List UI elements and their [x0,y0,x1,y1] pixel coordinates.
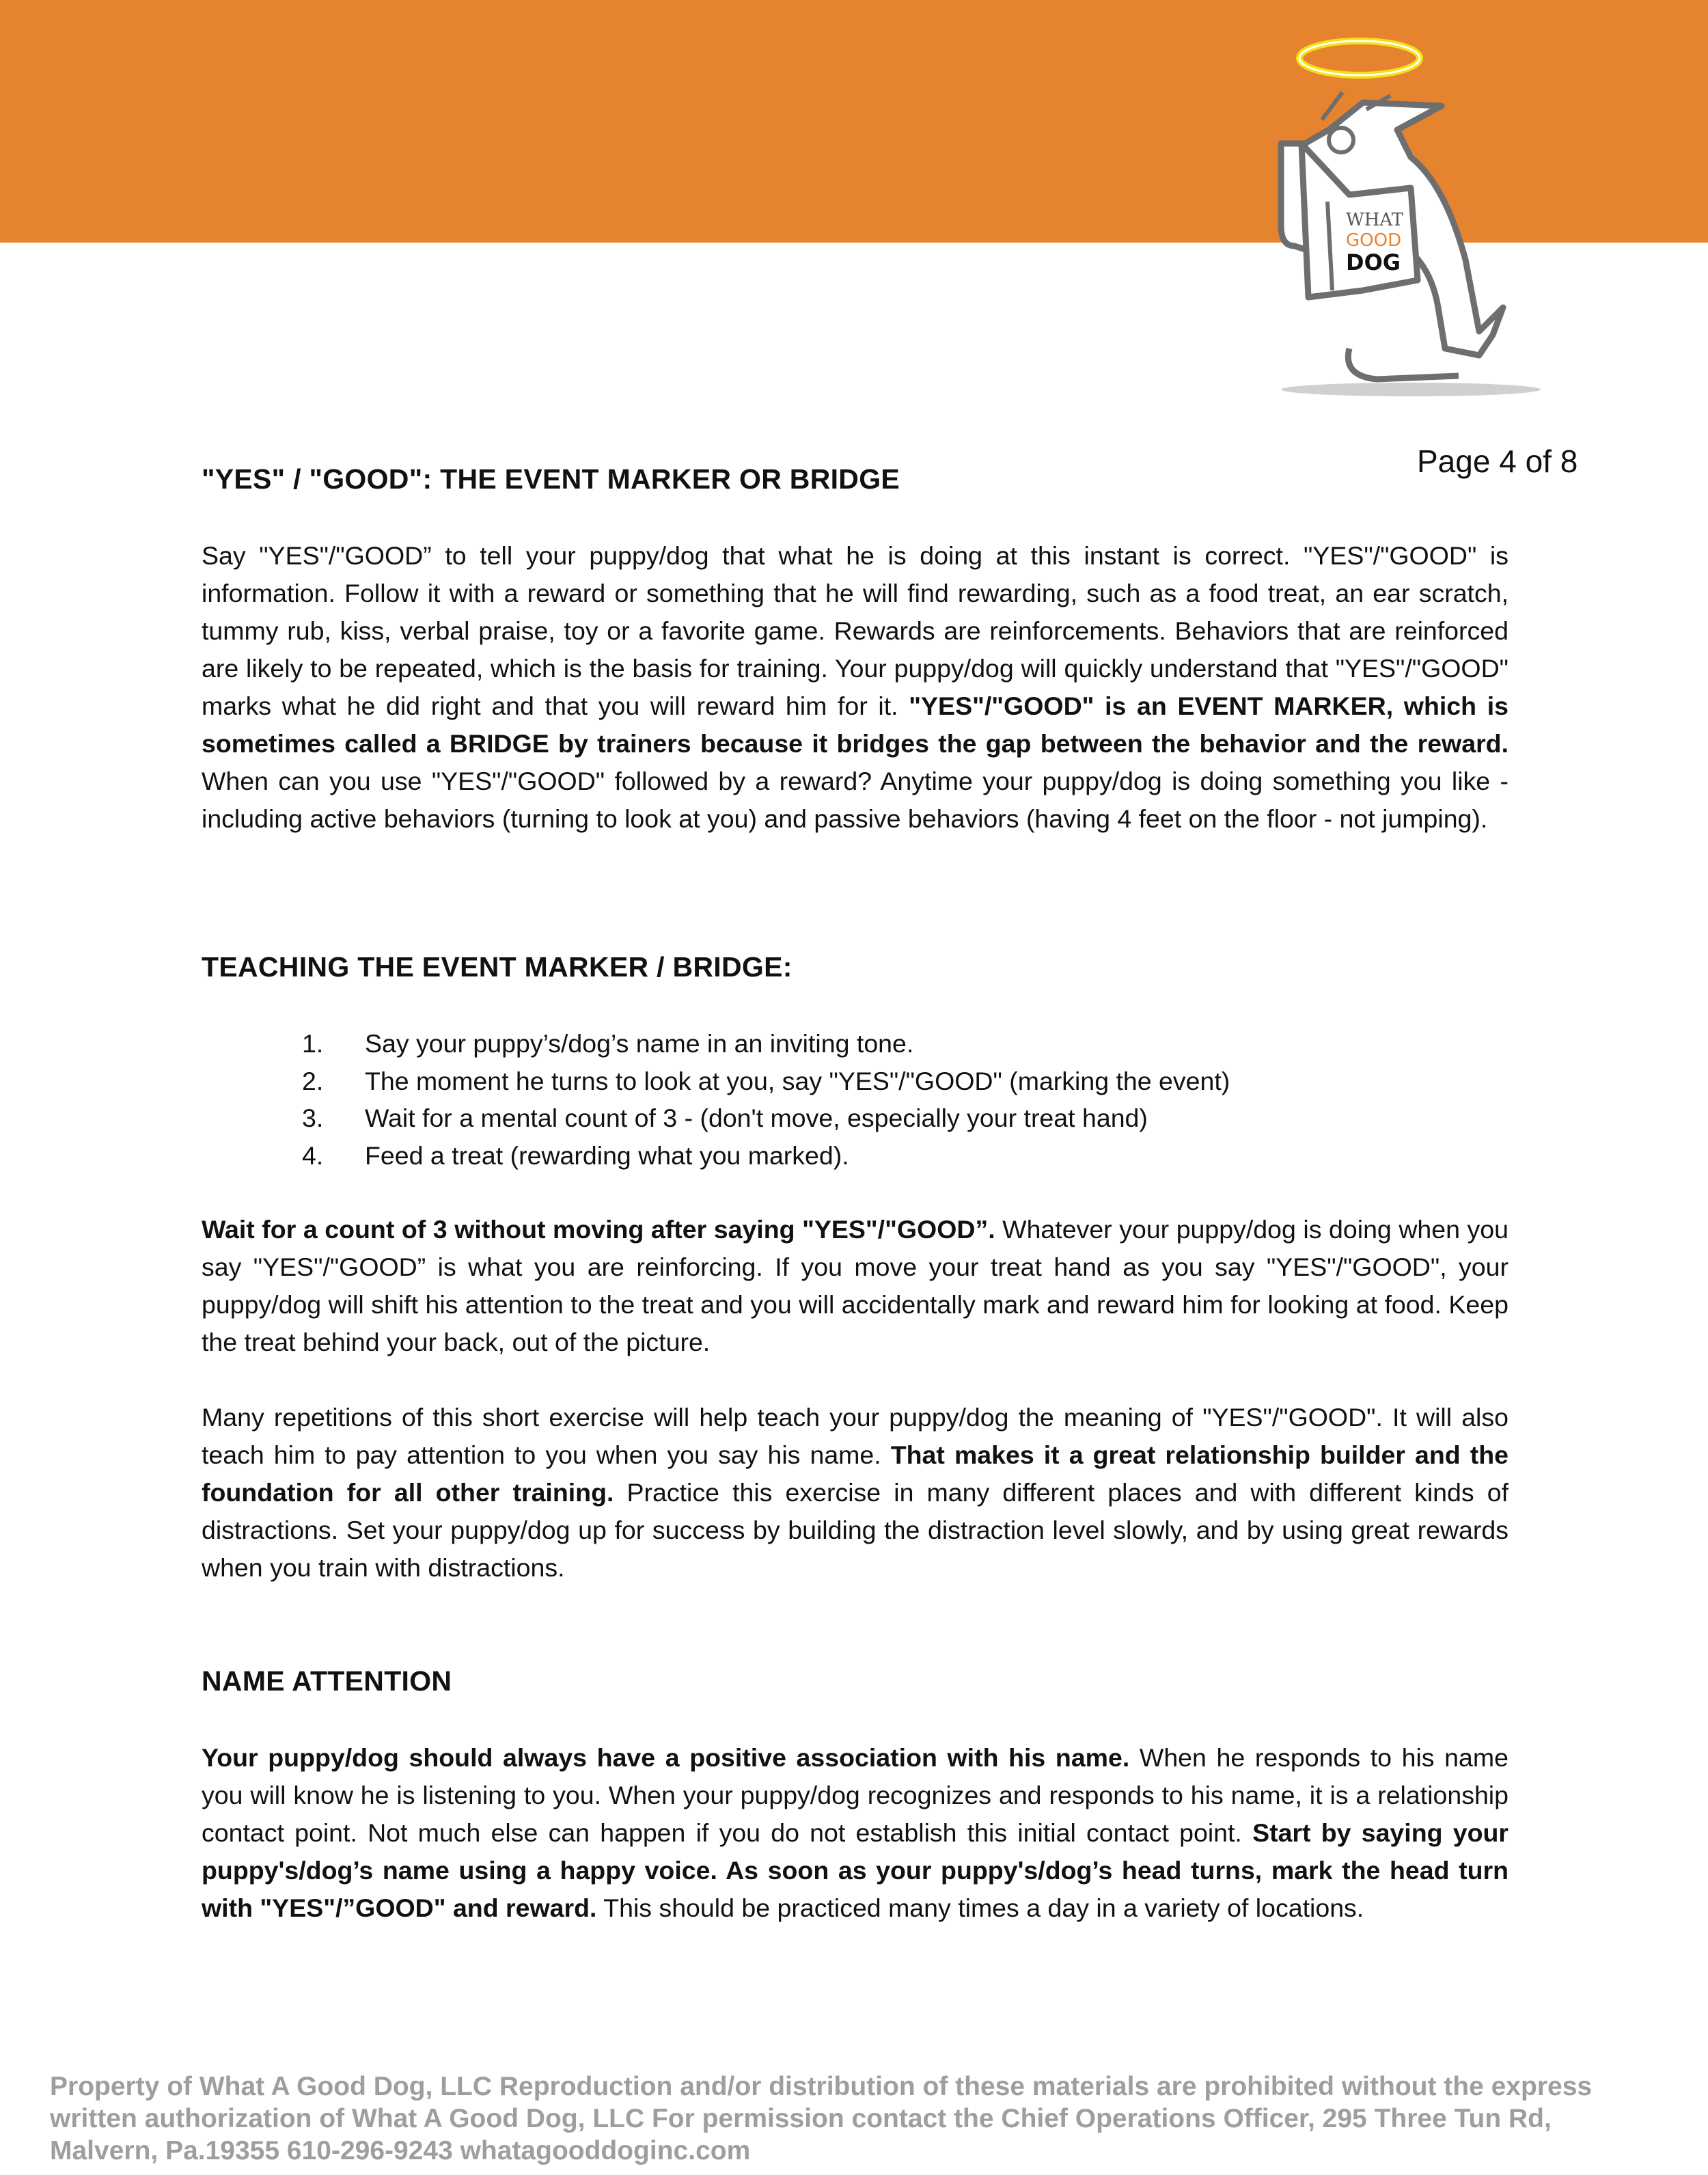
logo-text-dog: DOG [1346,249,1401,275]
text-run: Many repetitions of this short exercise will help teach your puppy/dog the meaning of "YES"/"GOOD". It will also teach him to pay attention to you when you say his name. [202,1403,1509,1469]
bold-text-run: "YES"/"GOOD" is an EVENT MARKER, which is sometimes called a BRIDGE by trainers because it bridges the gap between the behavior and the reward. [202,692,1509,758]
list-number: 1. [302,1029,324,1058]
page-number: Page 4 of 8 [1417,443,1578,479]
list-number: 2. [302,1066,324,1095]
what-a-good-dog-logo [1240,20,1541,410]
list-number: 3. [302,1104,324,1133]
text-run: When can you use "YES"/"GOOD" followed by a reward? Anytime your puppy/dog is doing something you like - including active behaviors (turning to look at you) and passive behaviors (having 4 feet on the floor - not jumping). [202,767,1509,833]
list-text: Wait for a mental count of 3 - (don't move, especially your treat hand) [365,1104,1148,1133]
list-item [302,1063,1230,1100]
text-run: Say "YES"/"GOOD” to tell your puppy/dog that what he is doing at this instant is correct. "YES"/"GOOD" is information. Follow it with a reward or something that he will find rewarding, such as a food treat, an ear scratch, tummy rub, kiss, verbal praise, toy or a favorite game. Rewards are reinforcements. Behaviors that are reinforced are likely to be repeated, which is the basis for training. Your puppy/dog will quickly understand that "YES"/"GOOD" marks what he did right and that you will reward him for it. [202,541,1509,720]
list-number: 4. [302,1141,324,1171]
text-run: Whatever your puppy/dog is doing when you say "YES"/"GOOD” is what you are reinforcing. If you move your treat hand as you say "YES"/"GOOD", your puppy/dog will shift his attention to the treat and you will accidentally mark and reward him for looking at food. Keep the treat behind your back, out of the picture. [202,1215,1509,1356]
logo-text-what: WHAT [1346,210,1404,230]
paragraph-repetitions [202,1399,1509,1587]
list-item [302,1099,1230,1137]
steps-list [302,1025,1230,1175]
section-heading-teaching: TEACHING THE EVENT MARKER / BRIDGE: [202,951,793,983]
text-run: When he responds to his name you will know he is listening to you. When your puppy/dog recognizes and responds to his name, it is a relationship contact point. Not much else can happen if you do not establish this initial contact point. [202,1743,1509,1847]
paragraph-event-marker [202,537,1509,838]
bold-text-run: Start by saying your puppy's/dog’s name using a happy voice. As soon as your puppy's/dog’s head turns, mark the head turn with "YES"/”GOOD" and reward. [202,1818,1509,1922]
paragraph-wait-count [202,1211,1509,1361]
list-text: The moment he turns to look at you, say "YES"/"GOOD" (marking the event) [365,1066,1230,1095]
bold-text-run: Your puppy/dog should always have a positive association with his name. [202,1743,1130,1772]
list-text: Say your puppy’s/dog’s name in an inviting tone. [365,1029,914,1058]
list-item [302,1025,1230,1063]
paragraph-name-attention [202,1739,1509,1927]
bold-text-run: That makes it a great relationship builder and the foundation for all other training. [202,1440,1509,1507]
section-heading-name-attention: NAME ATTENTION [202,1665,452,1697]
list-item [302,1137,1230,1175]
text-run: Practice this exercise in many different places and with different kinds of distractions. Set your puppy/dog up for success by building the distraction level slowly, and by using great rewards when you train with distractions. [202,1478,1509,1582]
section-heading-event-marker: "YES" / "GOOD": THE EVENT MARKER OR BRIDGE [202,463,900,495]
list-text: Feed a treat (rewarding what you marked). [365,1141,849,1171]
copyright-footer: Property of What A Good Dog, LLC Reproduction and/or distribution of these materials are prohibited without the express written authorization of What A Good Dog, LLC For permission contact the Chief Operations Officer, 295 Three Tun Rd, Malvern, Pa.19355 610-296-9243 whatagooddoginc.com [50,2072,1593,2165]
logo-text-good: GOOD [1346,230,1402,251]
text-run: This should be practiced many times a day in a variety of locations. [596,1893,1364,1922]
bold-text-run: Wait for a count of 3 without moving after saying "YES"/"GOOD”. [202,1215,995,1244]
